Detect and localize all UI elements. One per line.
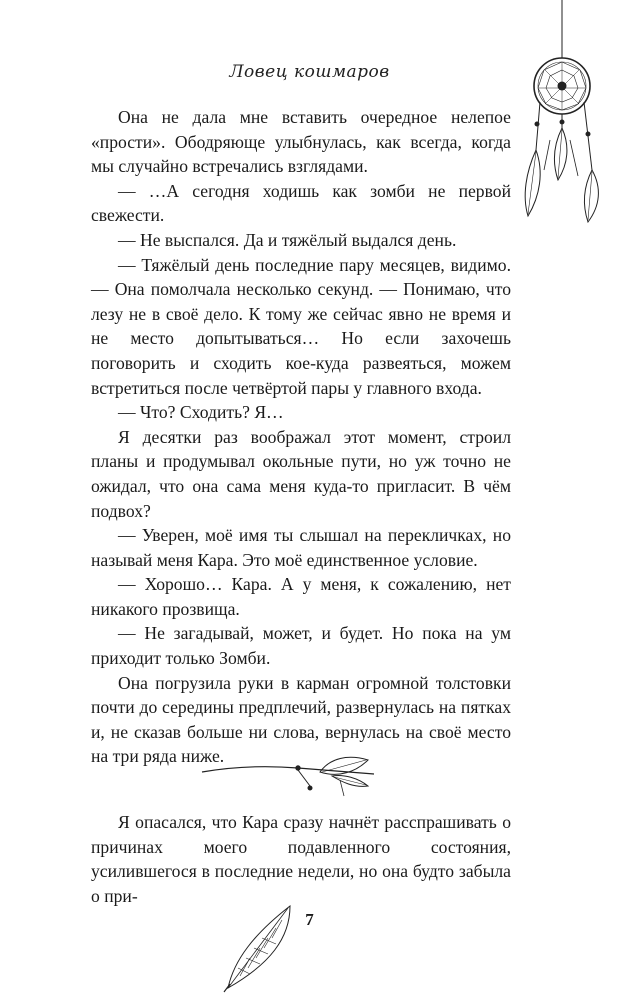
- paragraph: Я десятки раз воображал этот момент, строил планы и продумывал окольные пути, но уж точно не ожидал, что она сама меня куда-то пригласит. В чём подвох?: [91, 426, 511, 521]
- paragraph: — Хорошо… Кара. А у меня, к сожалению, нет никакого прозвища.: [91, 574, 511, 619]
- paragraph: Она не дала мне вставить очередное нелепое «прости». Ободряюще улыбнулась, как всегда, когда мы случайно встречались взглядами.: [91, 107, 511, 177]
- section-2-text: [91, 810, 511, 908]
- paragraph: — Тяжёлый день последние пару месяцев, видимо. — Она помолчала несколько секунд. — Понимаю, что лезу не в своё дело. К тому же сейчас явно не время и не место допытываться… Но если захочешь поговорить и сходить кое-куда развеяться, можем встретиться после четвёртой пары у главного входа.: [91, 254, 511, 398]
- paragraph: — …А сегодня ходишь как зомби не первой свежести.: [91, 180, 511, 226]
- main-text: [91, 105, 511, 769]
- feather-divider-icon: [198, 752, 378, 798]
- paragraph: Она погрузила руки в карман огромной толстовки почти до середины предплечий, развернулась на пятках и, не сказав больше ни слова, вернулась на своё место на три ряда ниже.: [91, 672, 511, 767]
- paragraph: — Уверен, моё имя ты слышал на перекличках, но называй меня Кара. Это моё единственное условие.: [91, 525, 511, 570]
- paragraph: — Не выспался. Да и тяжёлый выдался день.: [118, 229, 457, 250]
- page-number: 7: [305, 910, 314, 929]
- running-head-title: Ловец кошмаров: [229, 62, 390, 82]
- paragraph: Я опасался, что Кара сразу начнёт расспрашивать о причинах моего подавленного состояния, усилившегося в последние недели, но она будто забыла о при-: [91, 812, 511, 906]
- paragraph: — Не загадывай, может, и будет. Но пока на ум приходит только Зомби.: [91, 623, 511, 669]
- paragraph: — Что? Сходить? Я…: [118, 402, 284, 423]
- dreamcatcher-icon: [508, 0, 614, 232]
- feather-icon: [220, 898, 310, 994]
